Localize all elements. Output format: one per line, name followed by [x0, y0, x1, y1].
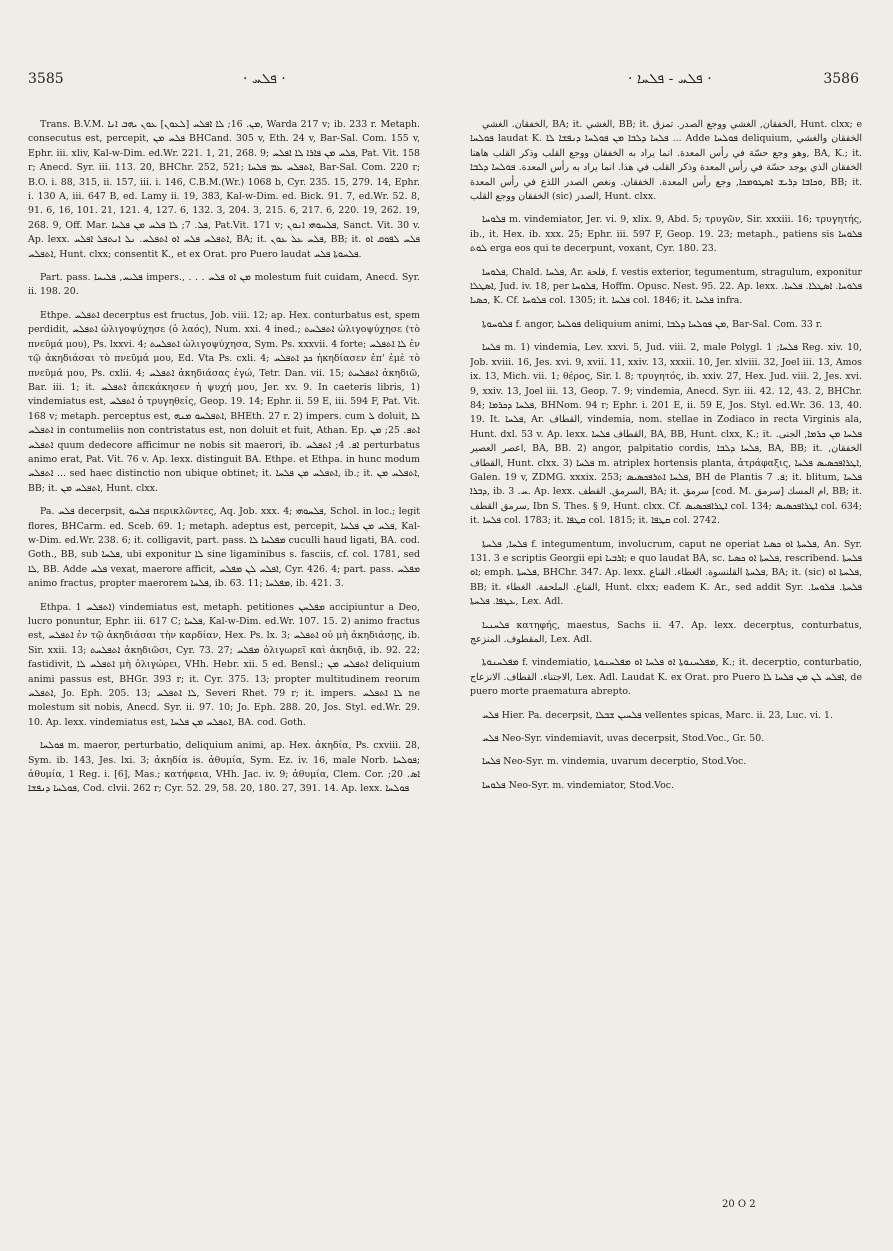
entry-paragraph: ܦܘܠܚܐ m. maeror, perturbatio, deliquium animi, ap. Hex. ἀκηδία, Ps. cxviii. 28, Sym. ib. 143, Jes. lxi. 3; ἀκηδία is. ἀθυμία, Sym. Ez. iv. 16, male Norb. ܦܘܠܚܐ; ἀθυμία, 1 Reg. i. [6], Mas.; κατήφεια, VHh. Jac. iv. 9; ἀθυμία, Clem. Cor. ܐܣ. 20; ܦܘܠܚܐ ܕܢܦܫܐ, Cod. clvii. 262 r; Cyr. 52. 29, 58. 20, 180. 27, 391. 14. Ap. lexx. ܦܘܠܚܐ	[28, 740, 420, 795]
entry-paragraph: ܦܠܚܐ Neo-Syr. m. vindemia, uvarum decerptio, Stod.Voc.	[482, 756, 747, 768]
entry-paragraph: ܡܦܠܚܢܘܬܐ f. vindemiatio, ܡܦܠܚܢܘܬܐ ܐܘ ܦܠܚܐ ܐܘ ܡܦܠܚܢܘܬܐ, K.; it. decerptio, conturbatio, الاجتناء. القطاف. الانزعاج, Lex. Adl. Laudat K. ex Orat. pro Puero ܐܦܠܚ ܠܢ ܡܢ ܦܠܚܐ ܠܐ, de puero morte praematura abrepto.	[470, 657, 862, 698]
entry-paragraph: Trans. B.V.M. ܡܢ. 16; ܠܐ ܐܦܠܚ [ܠܥܘܢ] ܥܘܢ ܝܗܒ ܐܢܐ, Warda 217 v; ib. 233 r. Metaph. consecutus est, percepit, ܦܠܚ ܡܢ BHCand. 305 v, Eth. 24 v, Bar-Sal. Com. 155 v, Ephr. iii. xliv, Kal-w-Dim. ed.Wr. 221. 1, 21, 268. 9; ܦܠܚ ܡܢ ܦܐܪܐ ܠܐ ܐܦܠܚ, Pat. Vit. 158 r; Anecd. Syr. iii. 113. 20, BHChr. 252, 521; ܐܬܦܠܚ ܥܡ ܦܠܚܐ, Bar-Sal. Com. 220 r; B.O. i. 88, 315, ii. 157, iii. i. 146, C.B.M.(Wr.) 1068 b, Cyr. 235. 15, 279. 14, Ephr. i. 130 A, iii. 647 B, ed. Lamy ii. 19, 383, Kal-w-Dim. ed. Bick. 91. 7, ed.Wr. 52. 8, 91. 6, 16, 101. 21, 121. 4, 127. 6, 132. 3, 204. 3, 215. 6, 217. 6, 220. 19, 262. 19, 268. 9, Off. Mar. ܦܠ. 7; ܠܐ ܦܠܚ ܡܢ ܦܠܚܐ, Pat.Vit. 171 v; ܦܠܚܘܗܝ ܐܢܘܢ, Sanct. Vit. 30 v. Ap. lexx. ܐܬܦܠܚ ܦܠܚ ܐܘ ܐܬܦܠܚ. ܢܠ ܐܢܬܦܠ ܐܦܠܚ, BA; it. ܦܠܚ ܥܠ ܥܘܢ, BB; it. ܦܠܚ ܠܦܘܩ ܐܘ ܐܬܦܠܚ, Hunt. clxx; consentit K., et ex Orat. pro Puero laudat ܦܠܚܘܬܐ ܦܠܚ.	[28, 119, 420, 260]
entry-paragraph: ܦܠܚ Hier. Pa. decerpsit, ܦܠܚܝܢ ܫܒܠܐ vellentes spicas, Marc. ii. 23, Luc. vi. 1.	[482, 709, 833, 721]
left-column	[28, 118, 420, 1213]
right-column	[470, 118, 862, 1213]
entry-paragraph: ܦܠܚܢܝܐ κατηφής, maestus, Sachs ii. 47. Ap. lexx. decerptus, conturbatus, المقطوف. المنزعج, Lex. Adl.	[470, 619, 862, 645]
entry-paragraph: Part. pass. ܦܠܝܚ, ܦܠܝܚܐ impers., . . . ܡܢ ܐܘ ܦܠܚ molestum fuit cuidam, Anecd. Syr. ii. 198. 20.	[28, 272, 420, 298]
entry-paragraph: ܦܠܚܐ, ܦܠܚܬܐ f. integumentum, involucrum, caput ne operiat ܦܠܚܬܐ ܐܘ ܟܣܝܐ, An. Syr. 131. 3 e scriptis Georgii epi ܐܪܒܝܐ; e quo laudat BA, sc. ܦܠܚܬܐ ܐܘ ܟܣܝܐ, rescribend. ܦܠܚܬܐ ܐܘ; emph. ܦܠܚܬܐ, BHChr. 347. Ap. lexx. ܦܠܚܬܐ القلنسوة. الغطاء. القناع, BA; it. (sic) ܦܠܚܬܐ ܐܘ, BB; it. القناع. الملحفة. الغطاء, Hunt. clxx; eadem K. Ar., sed addit Syr. ܦܠܚܬܐ. ܦܠܘܚܐ. ܥܛܦܐ. ܦܠܚܬܐ, Lex. Adl.	[470, 538, 862, 608]
entry-paragraph: ܦܠܘܚܐ, Chald. ܦܠܚܐ, Ar. فلحة, f. vestis exterior, tegumentum, stragulum, exponitur ܐܣܛܠܐ, Jud. iv. 18, per ܦܠܘܚܐ, Hoffm. Opusc. Nest. 95. 22. Ap. lexx. ܦܠܘܚܐ. ܐܣܛܠܐ. ܦܠܚܐ. ܟܣܝܐ, K. Cf. ܦܠܘܚܐ col. 1305; it. ܦܠܚܐ col. 1846; it. ܦܠܚܐ infra.	[470, 266, 862, 307]
entry-paragraph: ܦܠܘܚܐ m. vindemiator, Jer. vi. 9, xlix. 9, Abd. 5; τρυγῶν, Sir. xxxiii. 16; τρυγητής, ib., it. Hex. ib. xxx. 25; Ephr. iii. 597 F, Geop. 19. 23; metaph., patiens sis ܦܠܘܚܐ ܠܘܬ erga eos qui te decerpunt, voxant, Cyr. 180. 23.	[470, 214, 862, 255]
right-running-head: · ܦܠܚ - ܦܠܚܐ ·	[628, 71, 712, 87]
signature-mark: 20 O 2	[722, 1199, 756, 1210]
entry-paragraph: Ethpe. ܐܬܦܠܚ decerptus est fructus, Job. viii. 12; ap. Hex. conturbatus est, spem perdidit, ܐܬܦܠܚ ὠλιγοψύχησε (ὁ λαός), Num. xxi. 4 ined.; ܐܬܦܠܚܬ ὠλιγοψύχησε (τὸ πνεῦμά μου), Ps. lxxvi. 4; ܐܬܦܠܚܬ ὠλιγοψύχησα, Sym. Ps. xxxvii. 4 forte; ܠܐ ܐܬܦܠܚ ἐν τῷ ἀκηδιάσαι τὸ πνεῦμά μου, Ed. Vta Ps. cxli. 4; ܟܕ ܐܬܦܠܚ ἠκηδίασεν ἐπ' ἐμὲ τὸ πνεῦμά μου, Ps. cxlii. 4; ܐܬܦܠܚ ἀκηδιάσας ἐγώ, Tetr. Dan. vii. 15; ܐܬܦܠܚܬ ἀκηδιῶ, Bar. iii. 1; it. ܐܬܦܠܚ ἀπεκάκησεν ἡ ψυχή μου, Jer. xv. 9. In caeteris libris, 1) vindemiatus est, ܐܬܦܠܚ ὁ τρυγηθείς, Geop. 19. 14; Ephr. ii. 59 E, iii. 594 F, Pat. Vit. 168 v; metaph. perceptus est, ܐܬܦܠܚܘ ܡܢܗ, BHEth. 27 r. 2) impers. cum ܠ doluit, ܠܐ ܐܬܦܠܚ in contumeliis non contristatus est, non doluit et fuit, Athan. Ep. ܐܬܦ. 25; ܡܢ ܐܬܦܠܚ quum dedecore afficimur ne nobis sit maerori, ib. ܐܦ. 4; ܐܬܦܠܚ perturbatus animo erat, Pat. Vit. 76 v. Ap. lexx. distinguit BA. Ethpe. et Ethpa. in hunc modum ܐܬܦܠܚ ... sed haec distinctio non ubique obtinet; it. ܐܬܦܠܚ ܡܢ ܦܠܚܐ, ib.; it. ܐܬܦܠܚ ܡܢ, BB; it. ܐܬܦܠܚ ܡܢ, Hunt. clxx.	[28, 309, 420, 494]
entry-paragraph: Ethpa. ܐܬܦܠܚ 1) vindemiatus est, metaph. petitiones ܡܦܠܚܢ accipiuntur a Deo, lucro ponuntur, Ephr. iii. 617 C; ܦܠܚܐ, Kal-w-Dim. ed.Wr. 107. 15. 2) animo fractus est, ܐܬܦܠܚ ἐν τῷ ἀκηδιάσαι τὴν καρδίαν, Hex. Ps. lx. 3; ܐܬܦܠܚ οὐ μὴ ἀκηδιάσῃς, ib. Sir. xxii. 13; ܐܬܦܠܚܬ ἀκηδιῶσι, Cyr. 73. 27; ܡܦܠܚ ὀλιγωρεῖ καὶ ἀκηδιᾷ, ib. 92. 22; fastidivit, ܐܬܦܠܚ ܠܐ μὴ ὀλιγώρει, VHh. Hebr. xii. 5 ed. Bensl.; ܐܬܦܠܚ ܡܢ deliquium animi passus est, BHGr. 393 r; it. Cyr. 375. 13; propter multitudinem reorum ܐܬܦܠܚ, Jo. Eph. 205. 13; ܠܐ ܐܬܦܠܚ, Severi Rhet. 79 r; it. impers. ܠܐ ܐܬܦܠܚ ne molestum sit nobis, Anecd. Syr. ii. 97. 10; Jo. Eph. 288. 20, Jos. Styl. ed.Wr. 29. 10. Ap. lexx. vindemiatus est, ܐܬܦܠܚ ܡܢ ܦܠܚܐ, BA. cod. Goth.	[28, 601, 420, 728]
entry-paragraph: ܦܠܘܚܐ Neo-Syr. m. vindemiator, Stod.Voc.	[482, 779, 674, 791]
entry-paragraph: ܦܠܘܚܘܬܐ f. angor, ܦܘܠܚܐ deliquium animi, ܡܢ ܦܘܠܚܐ ܕܠܒܐ, Bar-Sal. Com. 33 r.	[482, 318, 823, 330]
right-page-number: 3586	[823, 71, 859, 87]
entry-paragraph: Pa. ܦܠܚ decerpsit, ܦܠܚܘ περικλῶντες, Aq. Job. xxx. 4; ܦܠܚܘܗܝ, Schol. in loc.; legit flores, BHCarm. ed. Sceb. 69. 1; metaph. adeptus est, percepit, ܦܠܚ ܡܢ ܦܠܚܐ, Kal-w-Dim. ed.Wr. 238. 6; it. colligavit, part. pass. ܡܦܠܚܐ ܠܐ cuculli haud ligati, BA. cod. Goth., BB, sub ܦܠܚܐ, ubi exponitur ܠܐ sine ligaminibus s. fasciis, cf. col. 1781, sed ܠܐ, BB. Adde ܦܠܚ vexat, maerore afficit, ܐܦܠܚ ܠܢ ܡܦܠܚ, Cyr. 426. 4; part. pass. ܡܦܠܚ animo fractus, propter maerorem ܦܠܚܐ, ib. 63. 11; ܡܦܠܚܐ, ib. 421. 3.	[28, 506, 420, 590]
entry-paragraph: ܦܠܚ Neo-Syr. vindemiavit, uvas decerpsit, Stod.Voc., Gr. 50.	[482, 733, 765, 745]
entry-paragraph: ܦܠܚܐ m. 1) vindemia, Lev. xxvi. 5, Jud. viii. 2, male Polygl. ܦܠܚܐ; 1 Reg. xiv. 10, Job. xviii. 16, Jes. xvi. 9, xvii. 11, xxiv. 13, xxxii. 10, Jer. xlviii. 32, Joel iii. 13, Amos ix. 13, Mich. vii. 1; θέρος, Sir. l. 8; τρυγητός, ib. xxiv. 27, Hex. Jud. viii. 2, Jes. xvi. 9, xxiv. 13, Joel iii. 13, Geop. 7. 9; vindemia, Anecd. Syr. iii. 42. 12, 43. 2, BHChr. 84; ܦܠܚܐ ܕܟܪܡܐ, BHNom. 94 r; Ephr. i. 201 E, ii. 59 E, Jos. Styl. ed.Wr. 36. 13, 40. 19. It. ܦܠܚܐ, Ar. القطاف, vindemia, nom. stellae in Zodiaco in recta Virginis ala, Hunt. dxl. 53 v. Ap. lexx. القطاف ܦܠܚܐ, BA, BB, Hunt. clxx, K.; it. ܦܠܚܐ ܡܢ ܟܪܡܐ, الجنى. اعصر العصير, BA, BB. 2) angor, palpitatio cordis, ܦܠܚܐ ܕܠܒܐ, BA, BB; it. الخفقان, القطاف, Hunt. clxx. 3) ܦܠܚܐ m. atriplex hortensis planta, ἀτράφαξις, ܐܛܪܐܦܟܣܝܣ ܦܠܚܐ, Galen. 19 v, ZDMG. xxxix. 253; ܦܠܚܐ ܐܬܪܦܟܣܝܣ, BH de Plantis ܦ. 7; it. blitum, ܦܠܚܐ ܕܒܪܐ, ib. ܚ. 3. Ap. lexx. السرمق. القطف, BA; it. سرمق [cod. M. سرمق] ام المسك, BB; it. سرمق القطف, Ibn S. Thes. § 9, Hunt. clxx. Cf. ܐܛܪܐܦܟܣܝܣ col. 134; ܐܛܪܐܦܟܣܝܣ col. 634; it. ܦܠܚܐ col. 1783; it. ܩܛܦܐ col. 1815; it. ܩܛܦܐ col. 2742.	[470, 342, 862, 527]
left-page-number: 3585	[28, 71, 64, 87]
left-running-head: · ܦܠܚ ·	[243, 71, 286, 87]
page-header	[28, 68, 859, 90]
entry-paragraph: الخفقان. الغشي, BA; it. الغشي, BB; it. الخفقان, الغشي ووجع الصدر. تمزق, Hunt. clxx; e ܦܘܠܚܐ laudat K. ܦܠܚܐ ܕܠܒܐ ܡܢ ܦܘܠܚܐ ܕܢܦܫܐ ܠܐ ... Adde ܦܘܠܚܐ deliquium, الخفقان والغشي وهو وجع حسّة في رأس المعدة. انما يراد به الخفقان ووجع القلب وذكر القلب هاهنا, BA, K.; it. الخفقان الذي يوجد حسّة في رأس المعدة وذكر القلب في هذا. انما يراد به رأس المعدة. ܦܘܠܚܐ ܕܠܒܐ ܘܟܐܒܐ ܕܪܝܫ ܐܣܛܘܡܟܐ, وجع رأس المعدة. الخفقان. ونغص الصدر اللذع في رأس المعدة, BB; it. الخفقان ووجع القلب (sic) الصدر, Hunt. clxx.	[470, 119, 862, 203]
